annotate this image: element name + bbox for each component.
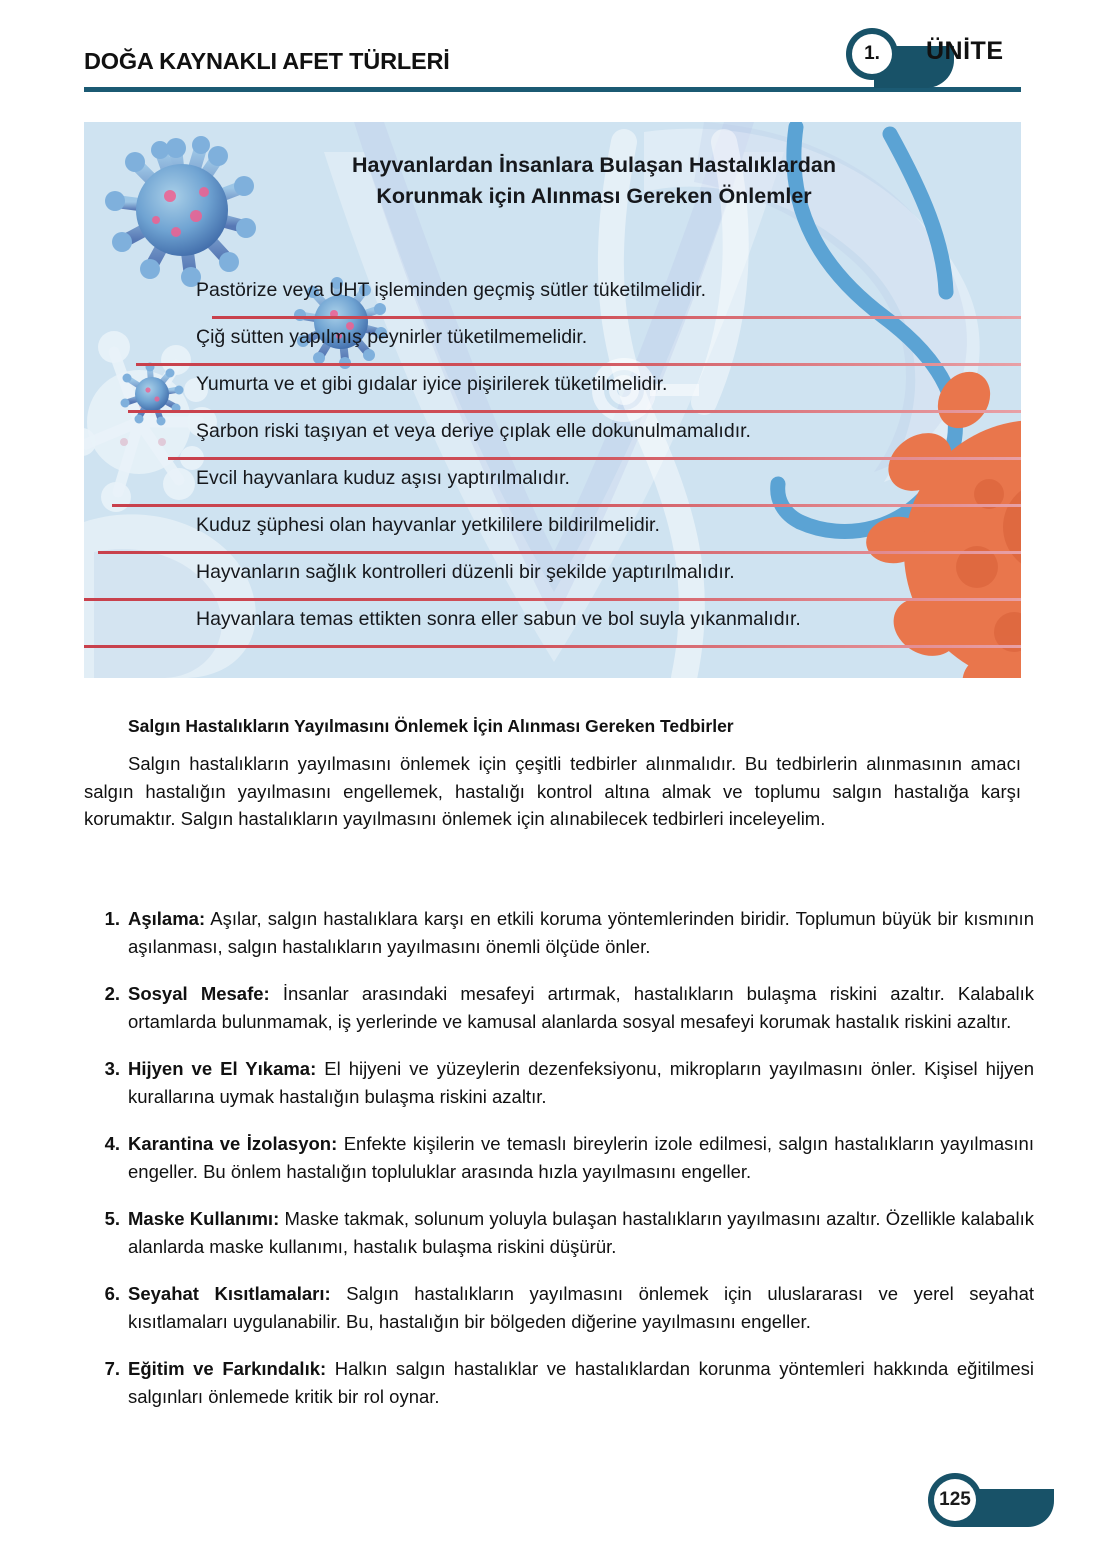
measure-number: 3. xyxy=(104,1058,120,1079)
infographic-list-item xyxy=(84,601,1021,648)
measure-item xyxy=(84,1280,1034,1335)
measure-term: Maske Kullanımı: xyxy=(128,1208,280,1229)
measure-number: 4. xyxy=(104,1133,120,1154)
infographic-list-item xyxy=(84,272,1021,319)
measure-number: 6. xyxy=(104,1283,120,1304)
measure-text: Maske takmak, solunum yoluyla bulaşan hastalıkların yayılmasını azaltır. Özellikle kalabalık alanlarda maske kullanımı, hastalık bulaşma riskini düşürür. xyxy=(128,1208,1034,1257)
measure-number: 7. xyxy=(104,1358,120,1379)
infographic-panel xyxy=(84,122,1021,678)
page-number-badge xyxy=(928,1473,1105,1535)
infographic-list-divider xyxy=(84,645,1021,648)
intro-paragraph: Salgın hastalıkların yayılmasını önlemek için çeşitli tedbirler alınmalıdır. Bu tedbirlerin alınmasının amacı salgın hastalığın yayılmasını engellemek, hastalığı kontrol altına almak ve toplumu salgın hastalığa karşı korumaktır. Salgın hastalıkların yayılmasını önlemek için alınabilecek tedbirleri inceleyelim. xyxy=(84,753,1021,829)
unit-number-text: 1. xyxy=(852,34,892,74)
measure-text: İnsanlar arasındaki mesafeyi artırmak, hastalıkların bulaşma riskini azaltır. Kalabalık ortamlarda bulunmamak, iş yerlerinde ve kamusal alanlarda sosyal mesafeyi korumak hastalık riskini azaltır. xyxy=(128,983,1034,1032)
measure-text: Aşılar, salgın hastalıklara karşı en etkili koruma yöntemlerinden biridir. Toplumun büyük bir kısmının aşılanması, salgın hastalıkların yayılmasını önemli ölçüde önler. xyxy=(128,908,1034,957)
infographic-list-item-text: Hayvanlara temas ettikten sonra eller sabun ve bol suyla yıkanmalıdır. xyxy=(196,608,801,630)
infographic-list-item-text: Kuduz şüphesi olan hayvanlar yetkililere bildirilmelidir. xyxy=(196,514,660,536)
infographic-list-item xyxy=(84,319,1021,366)
measure-item xyxy=(84,1130,1034,1185)
infographic-title xyxy=(254,150,934,212)
infographic-list-item-text: Çiğ sütten yapılmış peynirler tüketilmemelidir. xyxy=(196,326,588,348)
infographic-list-item xyxy=(84,413,1021,460)
infographic-title-line-2: Korunmak için Alınması Gereken Önlemler xyxy=(376,184,812,208)
measure-term: Hijyen ve El Yıkama: xyxy=(128,1058,317,1079)
infographic-list-item-text: Evcil hayvanlara kuduz aşısı yaptırılmalıdır. xyxy=(196,467,570,489)
measure-number: 1. xyxy=(104,908,120,929)
measure-term: Seyahat Kısıtlamaları: xyxy=(128,1283,331,1304)
measures-list xyxy=(84,905,1034,1430)
infographic-measure-list xyxy=(84,272,1021,648)
body-content xyxy=(84,716,1021,833)
unit-badge xyxy=(846,28,1021,90)
infographic-title-line-1: Hayvanlardan İnsanlara Bulaşan Hastalıklardan xyxy=(352,153,836,177)
measure-term: Eğitim ve Farkındalık: xyxy=(128,1358,327,1379)
infographic-list-item xyxy=(84,507,1021,554)
page-header xyxy=(84,37,1021,100)
infographic-list-item-text: Şarbon riski taşıyan et veya deriye çıplak elle dokunulmamalıdır. xyxy=(196,420,751,442)
infographic-list-item-text: Hayvanların sağlık kontrolleri düzenli bir şekilde yaptırılmalıdır. xyxy=(196,561,735,583)
section-heading: Salgın Hastalıkların Yayılmasını Önlemek İçin Alınması Gereken Tedbirler xyxy=(128,716,734,736)
page-title: DOĞA KAYNAKLI AFET TÜRLERİ xyxy=(84,48,450,74)
measure-item xyxy=(84,1205,1034,1260)
measure-text: El hijyeni ve yüzeylerin dezenfeksiyonu, mikropların yayılmasını önler. Kişisel hijyen kurallarına uymak hastalığın bulaşma riskini azaltır. xyxy=(128,1058,1034,1107)
page-number-circle xyxy=(928,1473,982,1527)
infographic-list-item-text: Pastörize veya UHT işleminden geçmiş sütler tüketilmelidir. xyxy=(196,279,707,301)
infographic-list-item xyxy=(84,554,1021,601)
measure-item xyxy=(84,980,1034,1035)
measure-item xyxy=(84,1355,1034,1410)
unit-label: ÜNİTE xyxy=(926,37,1004,65)
page-number-text: 125 xyxy=(934,1479,976,1521)
measure-text: Salgın hastalıkların yayılmasını önlemek için uluslararası ve yerel seyahat kısıtlamaları uygulanabilir. Bu, hastalığın bir bölgeden diğerine yayılmasını engeller. xyxy=(128,1283,1035,1332)
measure-term: Aşılama: xyxy=(128,908,206,929)
infographic-list-item xyxy=(84,366,1021,413)
measure-number: 2. xyxy=(104,983,120,1004)
measure-number: 5. xyxy=(104,1208,120,1229)
infographic-list-item-text: Yumurta ve et gibi gıdalar iyice pişirilerek tüketilmelidir. xyxy=(196,373,668,395)
measure-term: Sosyal Mesafe: xyxy=(128,983,270,1004)
infographic-list-item xyxy=(84,460,1021,507)
unit-number-circle xyxy=(846,28,898,80)
measure-term: Karantina ve İzolasyon: xyxy=(128,1133,338,1154)
measure-text: Enfekte kişilerin ve temaslı bireylerin izole edilmesi, salgın hastalıkların yayılmasını engeller. Bu önlem hastalığın topluluklar arasında hızla yayılmasını engeller. xyxy=(128,1133,1034,1182)
measure-item xyxy=(84,905,1034,960)
measure-item xyxy=(84,1055,1034,1110)
measure-text: Halkın salgın hastalıklar ve hastalıklardan korunma yöntemleri hakkında eğitilmesi salgınları önlemede kritik bir rol oynar. xyxy=(128,1358,1034,1407)
